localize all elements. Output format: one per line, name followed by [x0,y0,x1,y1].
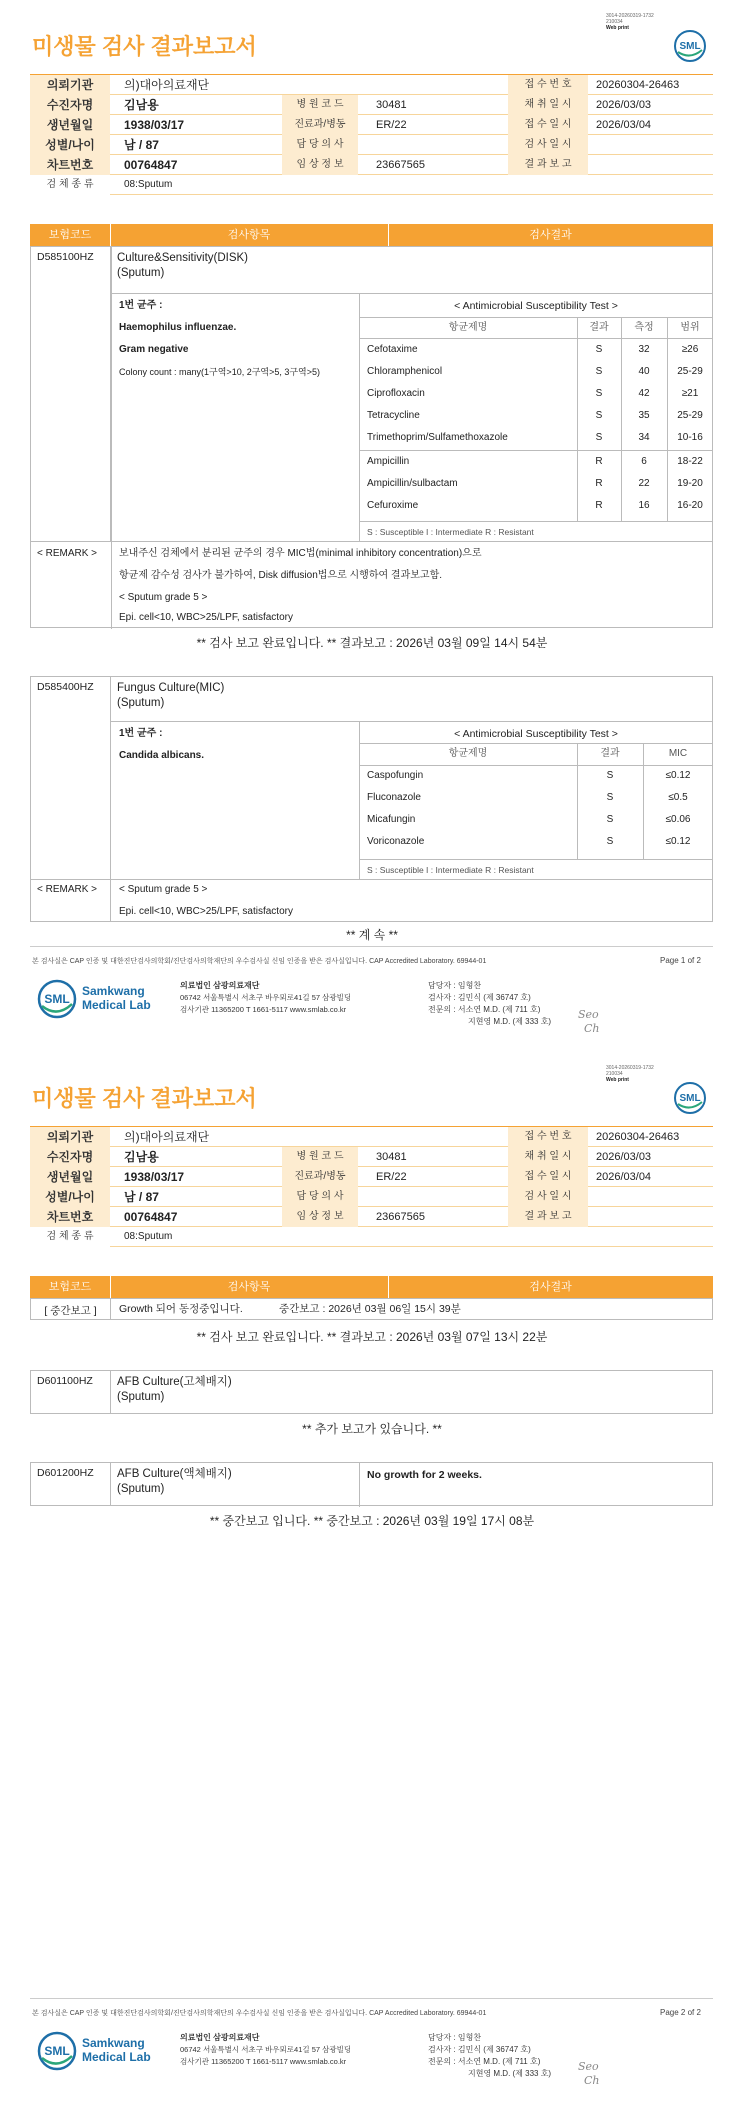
report-complete-note: ** 검사 보고 완료입니다. ** 결과보고 : 2026년 03월 09일 14시 54분 [196,636,548,650]
drug-mic: ≤0.12 [665,836,691,847]
remark-line: Epi. cell<10, WBC>25/LPF, satisfactory [119,612,293,623]
label-clinical: 임 상 정 보 [282,1207,358,1227]
label-examinee: 수진자명 [30,1147,110,1167]
signature: Ch [584,1022,600,1035]
test-name-text: Culture&Sensitivity(DISK) [117,252,249,264]
label-chart: 차트번호 [30,1207,110,1227]
page-number: Page 2 of 2 [660,2008,701,2017]
organism-label: 1번 균주 : [119,728,163,739]
drug-range: ≥26 [681,344,699,355]
drug-result: R [595,500,603,511]
result-block-culture-disk [30,246,713,628]
svg-text:SML: SML [44,992,70,1006]
remark-label: < REMARK > [37,548,98,559]
drug-result: S [606,836,614,847]
label-doctor: 담 당 의 사 [282,135,358,155]
drug-name: Micafungin [367,814,416,825]
info-row [30,1167,713,1187]
test-code: D601200HZ [31,1463,111,1505]
lab-address: 의료법인 삼광의료재단 06742 서울특별시 서초구 바우뫼로41길 57 삼광빌딩 검사기관 11365200 T 1661-5117 www.smlab.co.kr [180,981,352,1014]
remark-line: < Sputum grade 5 > [119,884,208,895]
sml-footer-logo [36,2030,156,2080]
stamp-line: Web print [606,25,629,31]
signature: Seo [578,2060,599,2073]
value-hospital-code: 30481 [376,1151,407,1163]
label-clinical: 임 상 정 보 [282,155,358,175]
info-row [30,1227,713,1247]
drug-measure: 35 [638,410,650,421]
value-chart: 00764847 [124,1210,178,1224]
signature: Seo [578,1008,599,1021]
drug-range: 25-29 [677,410,703,421]
footer-divider [30,1998,713,1999]
label-institution: 의뢰기관 [30,1127,110,1147]
value-dept: ER/22 [376,119,407,131]
stamp-line: 3014-20260319-1732 [606,13,654,19]
result-block-afb-solid [30,1370,713,1414]
label-institution: 의뢰기관 [30,75,110,95]
drug-measure: 34 [638,432,650,443]
drug-range: 19-20 [677,478,703,489]
header-code: 보험코드 [48,1281,92,1293]
test-name-text: AFB Culture(액체배지) [117,1468,232,1480]
drug-result: S [595,410,603,421]
col-result: 결과 [589,322,609,333]
footer-cert: 본 검사실은 CAP 인증 및 대한진단검사의학회/진단검사의학재단의 우수검사실 신임 인증을 받은 검사실입니다. CAP Accredited Laboratory. 69944-01 [32,958,487,965]
col-range: 범위 [680,322,700,333]
report-title: 미생물 검사 결과보고서 [32,1086,257,1111]
label-receipt-no: 접 수 번 호 [508,75,588,95]
stamp-line: 3014-20260319-1732 [606,1065,654,1071]
label-exam-date: 검 사 일 시 [508,135,588,155]
label-chart: 차트번호 [30,155,110,175]
lab-name: Samkwang Medical Lab [82,984,151,1012]
info-row [30,175,713,195]
drug-result: S [595,366,603,377]
value-specimen: 08:Sputum [124,179,173,190]
col-drug: 항균제명 [448,322,488,333]
drug-result: S [595,432,603,443]
drug-name: Ampicillin [367,456,410,467]
remark-line: < Sputum grade 5 > [119,592,208,603]
ast-title: < Antimicrobial Susceptibility Test > [454,300,618,312]
drug-result: R [595,456,603,467]
test-specimen: (Sputum) [117,1391,165,1403]
drug-name: Cefotaxime [367,344,418,355]
value-clinical: 23667565 [376,159,425,171]
label-collect-date: 채 취 일 시 [508,1147,588,1167]
value-specimen: 08:Sputum [124,1231,173,1242]
lab-name: Samkwang Medical Lab [82,2036,151,2064]
label-specimen: 검 체 종 류 [30,1227,110,1247]
drug-name: Ciprofloxacin [367,388,425,399]
info-row [30,75,713,95]
drug-name: Cefuroxime [367,500,419,511]
value-sex-age: 남 / 87 [124,138,159,152]
report-title: 미생물 검사 결과보고서 [32,34,257,59]
stamp-line: 210034 [606,1071,623,1077]
label-dept: 진료과/병동 [282,115,358,135]
value-dept: ER/22 [376,1171,407,1183]
report-page-2 [0,1052,744,2104]
value-institution: 의)대아의료재단 [124,1130,210,1144]
header-item: 검사항목 [227,1281,271,1293]
label-sex-age: 성별/나이 [30,1187,110,1207]
drug-name: Voriconazole [367,836,425,847]
remark-line: 보내주신 검체에서 분리된 균주의 경우 MIC법(minimal inhibitory concentration)으로 [119,548,482,559]
test-name [111,247,254,285]
organism-label: 1번 균주 : [119,300,163,311]
result-header-bar [30,1276,713,1298]
drug-measure: 6 [641,456,647,467]
test-code: D585400HZ [31,677,111,921]
test-code: D601100HZ [31,1371,111,1413]
value-sex-age: 남 / 87 [124,1190,159,1204]
drug-measure: 42 [638,388,650,399]
label-receipt-date: 접 수 일 시 [508,115,588,135]
value-receipt-no: 20260304-26463 [596,1131,680,1143]
info-row [30,1207,713,1227]
test-name [111,1463,238,1501]
drug-mic: ≤0.06 [665,814,691,825]
lab-address: 의료법인 삼광의료재단 06742 서울특별시 서초구 바우뫼로41길 57 삼광빌딩 검사기관 11365200 T 1661-5117 www.smlab.co.kr [180,2033,352,2066]
label-dob: 생년월일 [30,115,110,135]
header-item: 검사항목 [227,229,271,241]
test-name-text: AFB Culture(고체배지) [117,1376,232,1388]
drug-range: 25-29 [677,366,703,377]
drug-mic: ≤0.5 [668,792,688,803]
stamp-line: 210034 [606,19,623,25]
value-collect-date: 2026/03/03 [596,1151,652,1163]
print-stamp [606,13,676,31]
label-hospital-code: 병 원 코 드 [282,1147,358,1167]
drug-result: R [595,478,603,489]
value-receipt-date: 2026/03/04 [596,119,652,131]
patient-info-table [30,1126,713,1247]
label-collect-date: 채 취 일 시 [508,95,588,115]
footer-cert: 본 검사실은 CAP 인증 및 대한진단검사의학회/진단검사의학재단의 우수검사실 신임 인증을 받은 검사실입니다. CAP Accredited Laboratory. 69944-01 [32,2010,487,2017]
remark-label: < REMARK > [37,884,98,895]
info-row [30,155,713,175]
result-block-afb-liquid [30,1462,713,1506]
interim-time: 중간보고 : 2026년 03월 06일 15시 39분 [279,1303,461,1315]
value-dob: 1938/03/17 [124,118,185,132]
label-receipt-no: 접 수 번 호 [508,1127,588,1147]
label-specimen: 검 체 종 류 [30,175,110,195]
drug-result: S [595,344,603,355]
drug-name: Chloramphenicol [367,366,443,377]
test-name-text: Fungus Culture(MIC) [117,682,225,694]
label-sex-age: 성별/나이 [30,135,110,155]
test-specimen: (Sputum) [117,267,165,279]
drug-measure: 22 [638,478,650,489]
signature: Ch [584,2074,600,2087]
result-header-bar [30,224,713,246]
ast-title: < Antimicrobial Susceptibility Test > [454,728,618,740]
remark-line: Epi. cell<10, WBC>25/LPF, satisfactory [119,906,293,917]
report-complete-note: ** 검사 보고 완료입니다. ** 결과보고 : 2026년 03월 07일 13시 22분 [196,1330,548,1344]
label-hospital-code: 병 원 코 드 [282,95,358,115]
info-row [30,115,713,135]
interim-report-row [30,1298,713,1320]
sml-logo-icon [36,978,78,1020]
value-institution: 의)대아의료재단 [124,78,210,92]
test-specimen: (Sputum) [117,697,165,709]
label-dob: 생년월일 [30,1167,110,1187]
drug-result: S [606,814,614,825]
stamp-line: Web print [606,1077,629,1083]
test-specimen: (Sputum) [117,1483,165,1495]
value-clinical: 23667565 [376,1211,425,1223]
info-row [30,1147,713,1167]
lab-staff: 담당자 : 임형찬 검사자 : 김민식 (제 36747 호) 전문의 : 서소연 M.D. (제 711 호) 지현영 M.D. (제 333 호) [428,2033,552,2078]
organism-name: Haemophilus influenzae. [119,322,237,333]
ast-legend: S : Susceptible I : Intermediate R : Resistant [367,865,534,875]
label-dept: 진료과/병동 [282,1167,358,1187]
print-stamp [606,1065,676,1083]
remark-line: 항균제 감수성 검사가 불가하여, Disk diffusion법으로 시행하여 결과보고함. [119,570,443,581]
test-code: D585100HZ [31,247,111,541]
header-result: 검사결과 [529,1281,572,1293]
drug-measure: 40 [638,366,650,377]
value-chart: 00764847 [124,158,178,172]
sml-logo-icon [672,28,708,64]
value-receipt-no: 20260304-26463 [596,79,680,91]
drug-name: Trimethoprim/Sulfamethoxazole [367,432,508,443]
info-row [30,1187,713,1207]
drug-name: Ampicillin/sulbactam [367,478,458,489]
additional-report-note: ** 추가 보고가 있습니다. ** [302,1422,442,1436]
sml-logo-icon [672,1080,708,1116]
header-code: 보험코드 [48,229,92,241]
label-receipt-date: 접 수 일 시 [508,1167,588,1187]
value-receipt-date: 2026/03/04 [596,1171,652,1183]
colony-count: Colony count : many(1구역>10, 2구역>5, 3구역>5) [119,367,321,377]
info-row [30,95,713,115]
svg-text:SML: SML [679,1093,701,1104]
label-examinee: 수진자명 [30,95,110,115]
col-mic: MIC [668,748,688,759]
col-measure: 측정 [634,322,654,333]
label-result-report: 결 과 보 고 [508,155,588,175]
value-dob: 1938/03/17 [124,1170,185,1184]
organism-name: Candida albicans. [119,750,205,761]
interim-final-note: ** 중간보고 입니다. ** 중간보고 : 2026년 03월 19일 17시 08분 [209,1514,535,1528]
svg-text:SML: SML [44,2044,70,2058]
patient-info-table [30,74,713,195]
drug-name: Fluconazole [367,792,421,803]
sml-logo-icon [36,2030,78,2072]
header-result: 검사결과 [529,229,572,241]
lab-staff: 담당자 : 임형찬 검사자 : 김민식 (제 36747 호) 전문의 : 서소연 M.D. (제 711 호) 지현영 M.D. (제 333 호) [428,981,552,1026]
info-row [30,135,713,155]
test-name [111,1371,238,1409]
drug-result: S [595,388,603,399]
drug-range: ≥21 [681,388,699,399]
label-doctor: 담 당 의 사 [282,1187,358,1207]
drug-name: Tetracycline [367,410,420,421]
drug-range: 18-22 [677,456,703,467]
drug-name: Caspofungin [367,770,424,781]
drug-measure: 32 [638,344,650,355]
info-row [30,1127,713,1147]
svg-text:SML: SML [679,41,701,52]
drug-result: S [606,770,614,781]
value-collect-date: 2026/03/03 [596,99,652,111]
interim-label: [ 중간보고 ] [31,1299,111,1319]
sml-footer-logo [36,978,156,1028]
ast-legend: S : Susceptible I : Intermediate R : Resistant [367,527,534,537]
continue-note: ** 계 속 ** [346,928,398,942]
drug-range: 16-20 [677,500,703,511]
drug-measure: 16 [638,500,650,511]
value-examinee: 김남용 [124,1150,159,1164]
drug-result: S [606,792,614,803]
footer-divider [30,946,713,947]
test-result: No growth for 2 weeks. [367,1469,482,1481]
col-result: 결과 [600,748,620,759]
interim-text: Growth 되어 동정중입니다. [119,1303,243,1315]
col-drug: 항균제명 [448,748,488,759]
gram-stain: Gram negative [119,344,189,355]
drug-range: 10-16 [677,432,703,443]
result-block-fungus-mic [30,676,713,922]
label-exam-date: 검 사 일 시 [508,1187,588,1207]
page-number: Page 1 of 2 [660,956,701,965]
value-examinee: 김남용 [124,98,159,112]
test-name [111,677,230,715]
drug-mic: ≤0.12 [665,770,691,781]
value-hospital-code: 30481 [376,99,407,111]
label-result-report: 결 과 보 고 [508,1207,588,1227]
